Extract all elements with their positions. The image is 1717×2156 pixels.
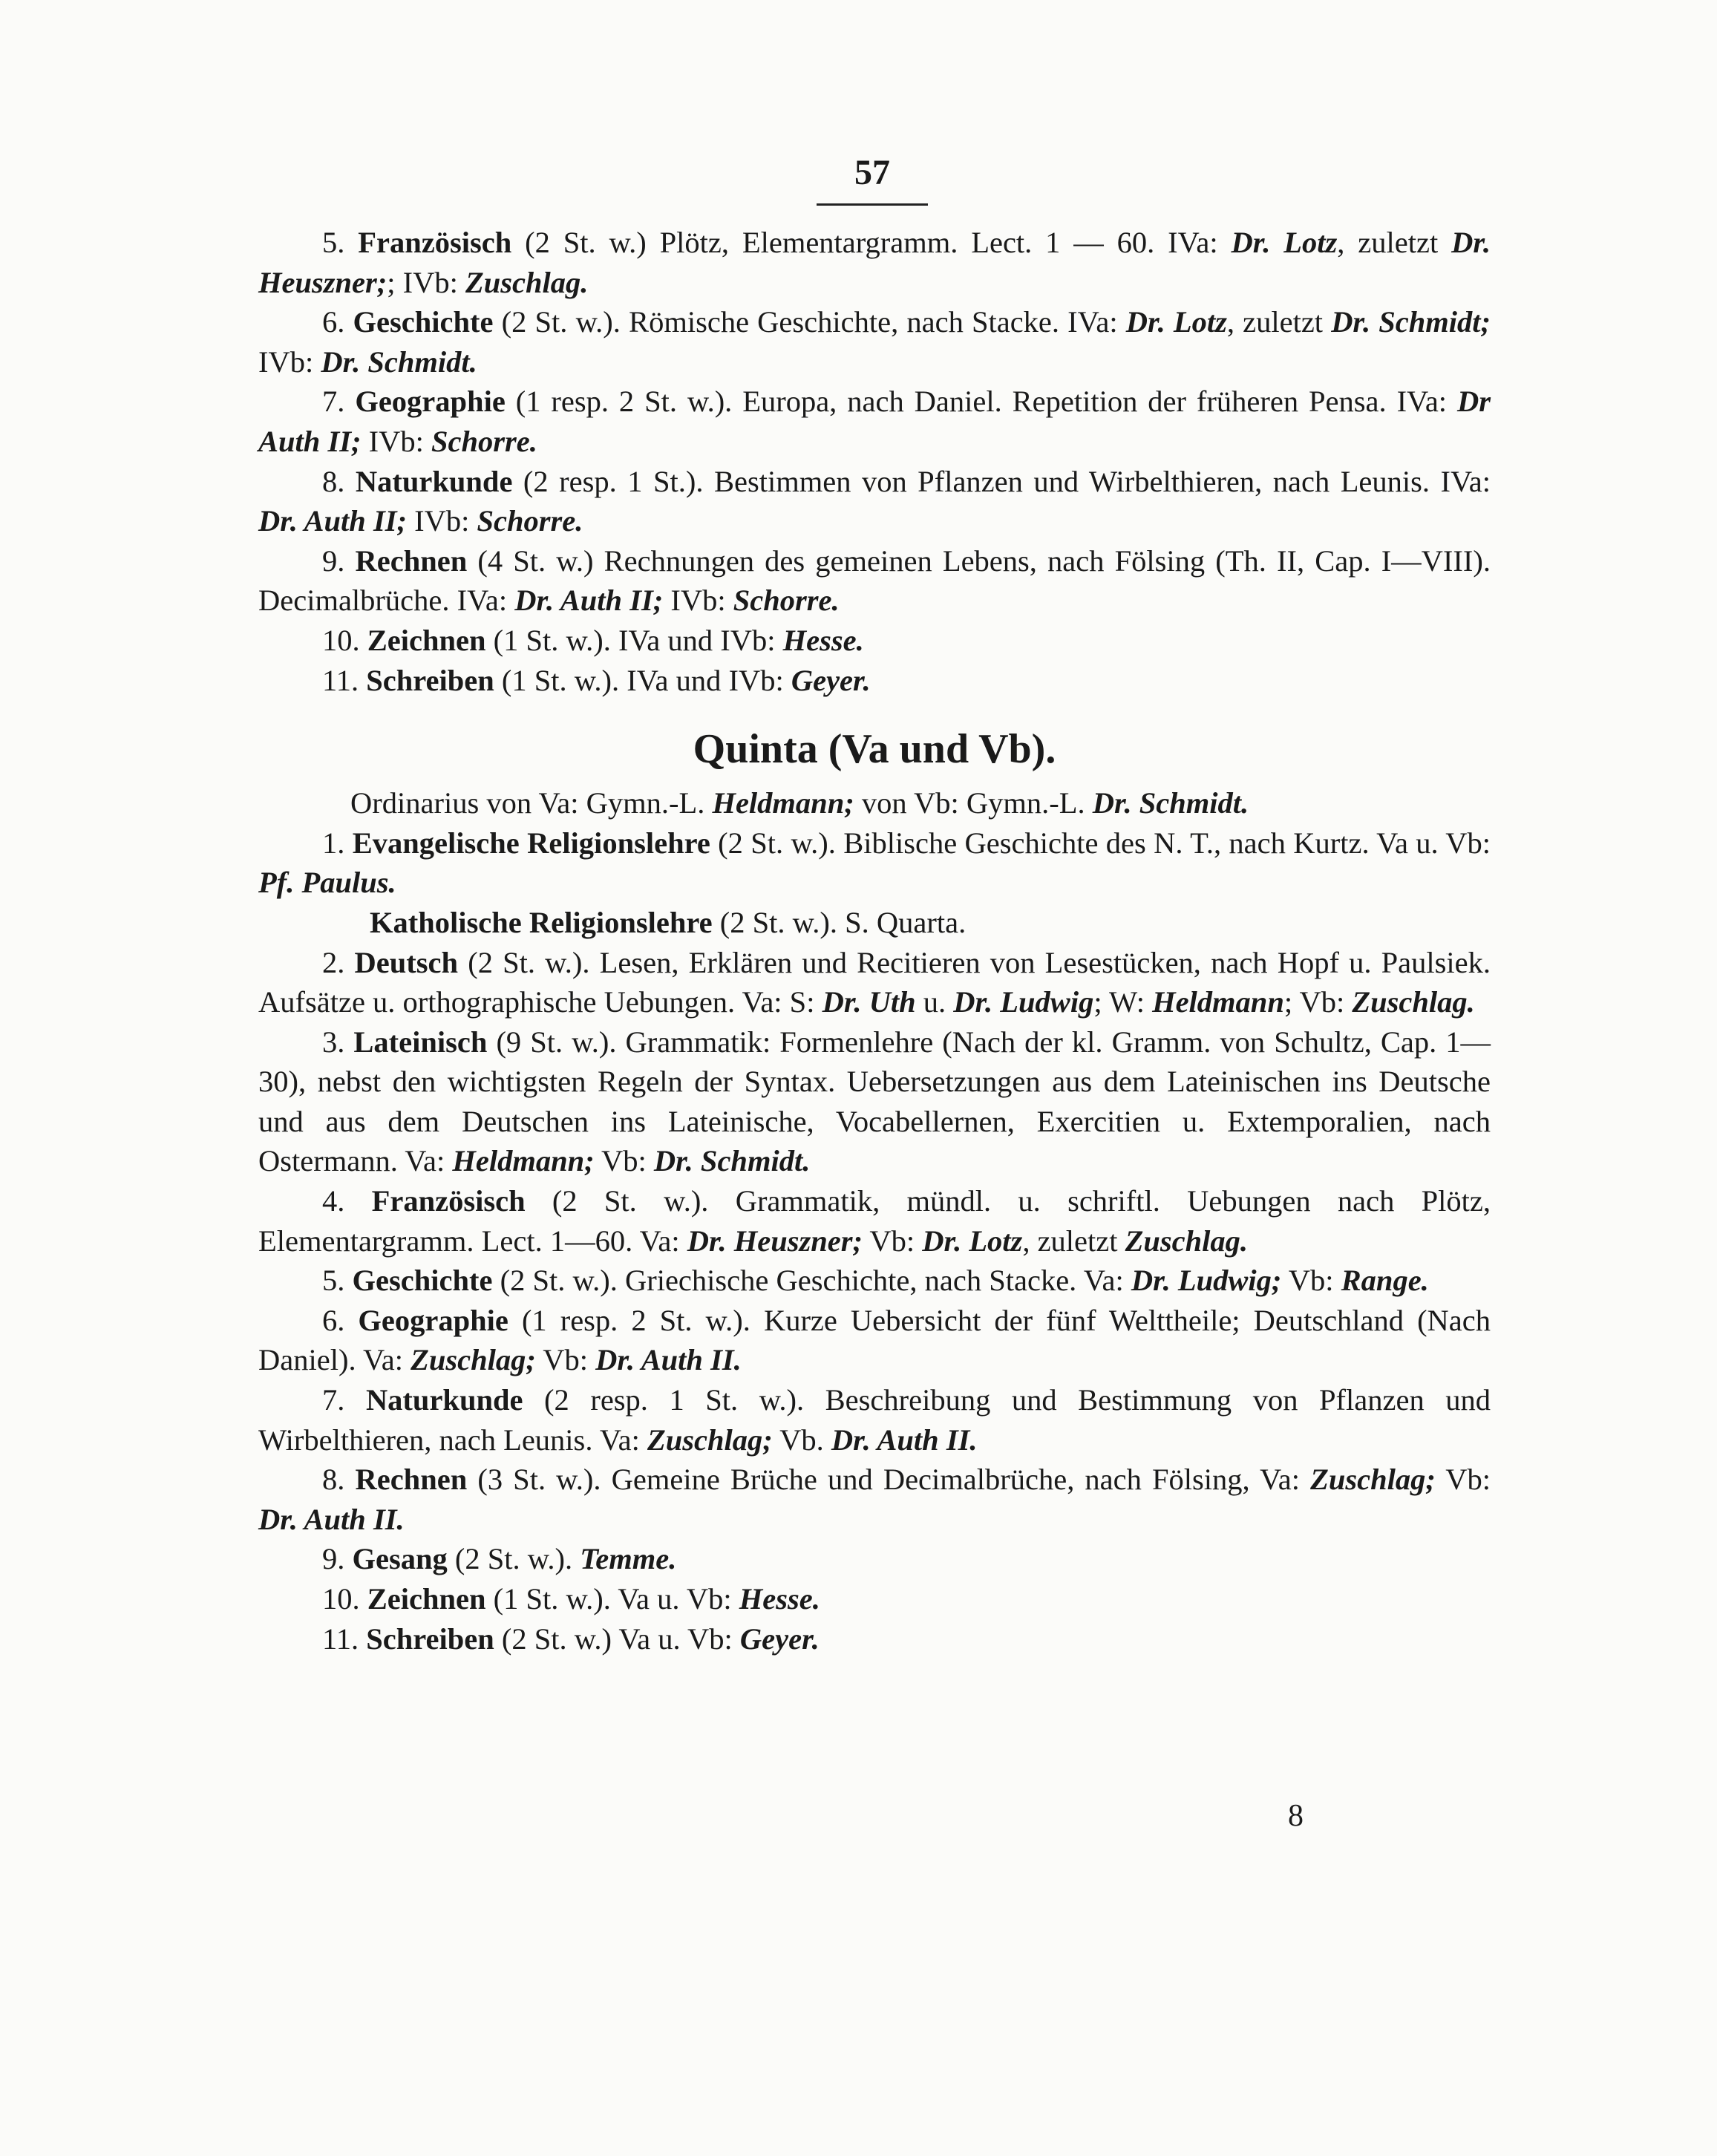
quinta-item-6: 6. Geographie (1 resp. 2 St. w.). Kurze Uebersicht der fünf Welttheile; Deutschland (Nach Daniel). Va: Zuschlag; Vb: Dr. Auth II. bbox=[258, 1303, 1491, 1377]
section-heading-quinta: Quinta (Va und Vb). bbox=[693, 726, 1056, 773]
quinta-item-2: 2. Deutsch (2 St. w.). Lesen, Erklären und Recitieren von Lesestücken, nach Hopf u. Paulsiek. Aufsätze u. orthographische Uebungen. Va: S: Dr. Uth u. Dr. Ludwig; W: Heldmann; Vb: Zuschlag. bbox=[258, 945, 1491, 1019]
quarta-item-6: 6. Geschichte (2 St. w.). Römische Geschichte, nach Stacke. IVa: Dr. Lotz, zuletzt Dr. Schmidt; IVb: Dr. Schmidt. bbox=[258, 305, 1491, 379]
quinta-item-5: 5. Geschichte (2 St. w.). Griechische Geschichte, nach Stacke. Va: Dr. Ludwig; Vb: Range. bbox=[322, 1264, 1429, 1298]
page-body bbox=[258, 223, 1491, 1659]
quinta-item-11: 11. Schreiben (2 St. w.) Va u. Vb: Geyer. bbox=[322, 1621, 820, 1656]
quarta-item-9: 9. Rechnen (4 St. w.) Rechnungen des gemeinen Lebens, nach Fölsing (Th. II, Cap. I—VIII). Decimalbrüche. IVa: Dr. Auth II; IVb: Schorre. bbox=[258, 543, 1491, 618]
quinta-item-1: 1. Evangelische Religionslehre (2 St. w.). Biblische Geschichte des N. T., nach Kurtz. Va u. Vb: Pf. Paulus. bbox=[258, 826, 1491, 900]
ordinarius-line: Ordinarius von Va: Gymn.-L. Heldmann; von Vb: Gymn.-L. Dr. Schmidt. bbox=[350, 786, 1249, 820]
quinta-item-9: 9. Gesang (2 St. w.). Temme. bbox=[322, 1542, 677, 1576]
quinta-item-4: 4. Französisch (2 St. w.). Grammatik, mündl. u. schriftl. Uebungen nach Plötz, Elementargramm. Lect. 1—60. Va: Dr. Heuszner; Vb: Dr. Lotz, zuletzt Zuschlag. bbox=[258, 1184, 1491, 1258]
printer-signature: 8 bbox=[1288, 1799, 1304, 1833]
quarta-item-5: 5. Französisch (2 St. w.) Plötz, Elementargramm. Lect. 1 — 60. IVa: Dr. Lotz, zuletzt Dr. Heuszner;; IVb: Zuschlag. bbox=[258, 226, 1491, 299]
quinta-item-10: 10. Zeichnen (1 St. w.). Va u. Vb: Hesse. bbox=[322, 1582, 820, 1616]
quarta-item-11: 11. Schreiben (1 St. w.). IVa und IVb: Geyer. bbox=[322, 663, 871, 697]
quarta-item-8: 8. Naturkunde (2 resp. 1 St.). Bestimmen von Pflanzen und Wirbelthieren, nach Leunis. IVa: Dr. Auth II; IVb: Schorre. bbox=[258, 464, 1491, 538]
page-number: 57 bbox=[854, 153, 890, 192]
quinta-item-7: 7. Naturkunde (2 resp. 1 St. w.). Beschreibung und Bestimmung von Pflanzen und Wirbelthieren, nach Leunis. Va: Zuschlag; Vb. Dr. Auth II. bbox=[258, 1383, 1491, 1457]
quarta-item-7: 7. Geographie (1 resp. 2 St. w.). Europa, nach Daniel. Repetition der früheren Pensa. IVa: Dr Auth II; IVb: Schorre. bbox=[258, 385, 1491, 458]
quinta-item-1-katholisch: Katholische Religionslehre (2 St. w.). S. Quarta. bbox=[370, 905, 967, 939]
quinta-item-3: 3. Lateinisch (9 St. w.). Grammatik: Formenlehre (Nach der kl. Gramm. von Schultz, Cap. 1—30), nebst den wichtigsten Regeln der Syntax. Uebersetzungen aus dem Lateinischen ins Deutsche und aus dem Deutschen ins Lateinische, Vocabellernen, Exercitien u. Extemporalien, nach Ostermann. Va: Heldmann; Vb: Dr. Schmidt. bbox=[258, 1025, 1491, 1178]
quinta-item-8: 8. Rechnen (3 St. w.). Gemeine Brüche und Decimalbrüche, nach Fölsing, Va: Zuschlag; Vb: Dr. Auth II. bbox=[258, 1463, 1491, 1536]
page-number-rule bbox=[817, 203, 928, 206]
quarta-item-10: 10. Zeichnen (1 St. w.). IVa und IVb: Hesse. bbox=[322, 623, 864, 657]
